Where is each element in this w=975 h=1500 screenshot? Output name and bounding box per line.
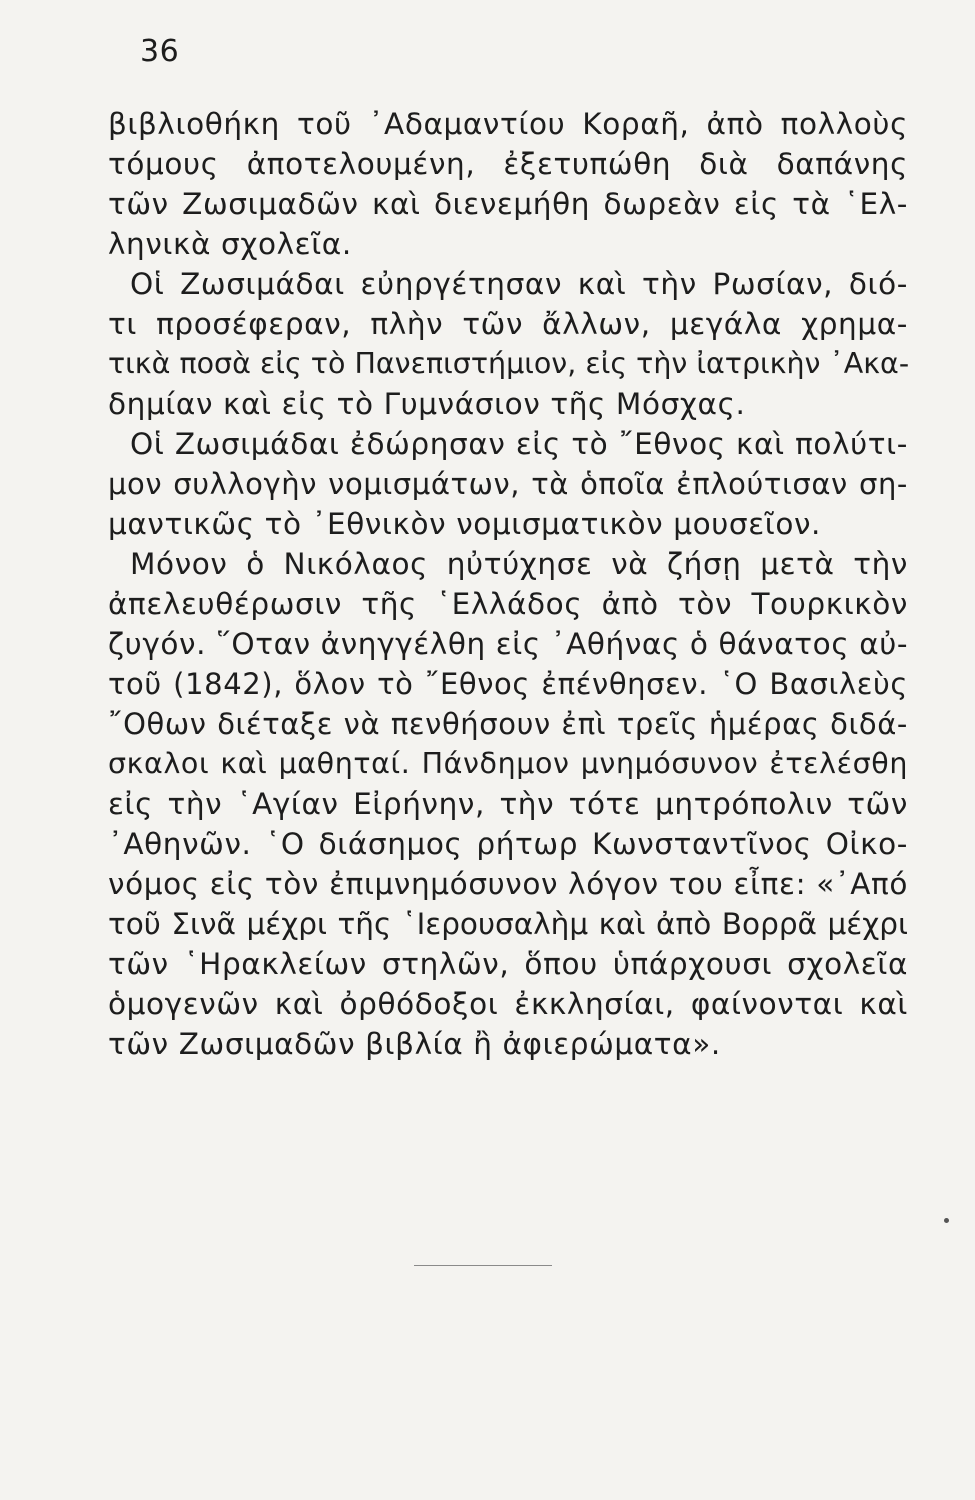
text-line: δημίαν καὶ εἰς τὸ Γυμνάσιον τῆς Μόσχας. <box>108 387 746 421</box>
text-line: ἀπελευθέρωσιν τῆς ῾Ελλάδος ἀπὸ τὸν Τουρκικὸν <box>108 587 908 621</box>
text-line: εἰς τὴν ῾Αγίαν Εἰρήνην, τὴν τότε μητρόπολιν τῶν <box>108 787 908 821</box>
text-line: τοῦ (1842), ὅλον τὸ ῎Εθνος ἐπένθησεν. ῾Ο Βασιλεὺς <box>108 667 908 701</box>
text-line: ζυγόν. ῞Οταν ἀνηγγέλθη εἰς ᾿Αθήνας ὁ θάνατος αὐ- <box>108 627 909 661</box>
text-line: ᾿Αθηνῶν. ῾Ο διάσημος ρήτωρ Κωνσταντῖνος Οἰκο- <box>108 827 908 861</box>
paper-speck <box>944 1218 949 1223</box>
body-text <box>108 104 908 1064</box>
text-line: τῶν Ζωσιμαδῶν καὶ διενεμήθη δωρεὰν εἰς τὰ ῾Ελ- <box>108 187 908 221</box>
section-divider <box>414 1265 552 1266</box>
text-line: ὁμογενῶν καὶ ὀρθόδοξοι ἐκκλησίαι, φαίνονται καὶ <box>108 987 908 1021</box>
text-line: μον συλλογὴν νομισμάτων, τὰ ὁποῖα ἐπλούτισαν ση- <box>108 467 908 501</box>
text-line: βιβλιοθήκη τοῦ ᾿Αδαμαντίου Κοραῆ, ἀπὸ πολλοὺς <box>108 107 908 141</box>
text-line: τῶν Ζωσιμαδῶν βιβλία ἢ ἀφιερώματα». <box>108 1027 721 1061</box>
text-line: τοῦ Σινᾶ μέχρι τῆς ῾Ιερουσαλὴμ καὶ ἀπὸ Βορρᾶ μέχρι <box>108 907 908 941</box>
text-line: ληνικὰ σχολεῖα. <box>108 227 352 261</box>
text-line: Μόνον ὁ Νικόλαος ηὐτύχησε νὰ ζήσῃ μετὰ τὴν <box>130 547 908 581</box>
text-line: μαντικῶς τὸ ᾿Εθνικὸν νομισματικὸν μουσεῖον. <box>108 507 822 541</box>
page-number: 36 <box>140 34 180 69</box>
text-line: τῶν ῾Ηρακλείων στηλῶν, ὅπου ὑπάρχουσι σχολεῖα <box>108 947 908 981</box>
text-line: νόμος εἰς τὸν ἐπιμνημόσυνον λόγον του εἶπε: «᾿Από <box>108 867 908 901</box>
text-line: τικὰ ποσὰ εἰς τὸ Πανεπιστήμιον, εἰς τὴν ἰατρικὴν ᾿Ακα- <box>108 347 910 380</box>
text-line: Οἱ Ζωσιμάδαι ἐδώρησαν εἰς τὸ ῎Εθνος καὶ πολύτι- <box>130 427 908 461</box>
text-line: τόμους ἀποτελουμένη, ἐξετυπώθη διὰ δαπάνης <box>108 147 908 181</box>
text-line: τι προσέφεραν, πλὴν τῶν ἄλλων, μεγάλα χρημα- <box>108 307 908 341</box>
text-line: ῎Οθων διέταξε νὰ πενθήσουν ἐπὶ τρεῖς ἡμέρας διδά- <box>108 707 908 741</box>
text-line: Οἱ Ζωσιμάδαι εὐηργέτησαν καὶ τὴν Ρωσίαν, διό- <box>130 267 908 301</box>
text-line: σκαλοι καὶ μαθηταί. Πάνδημον μνημόσυνον ἐτελέσθη <box>108 747 908 780</box>
